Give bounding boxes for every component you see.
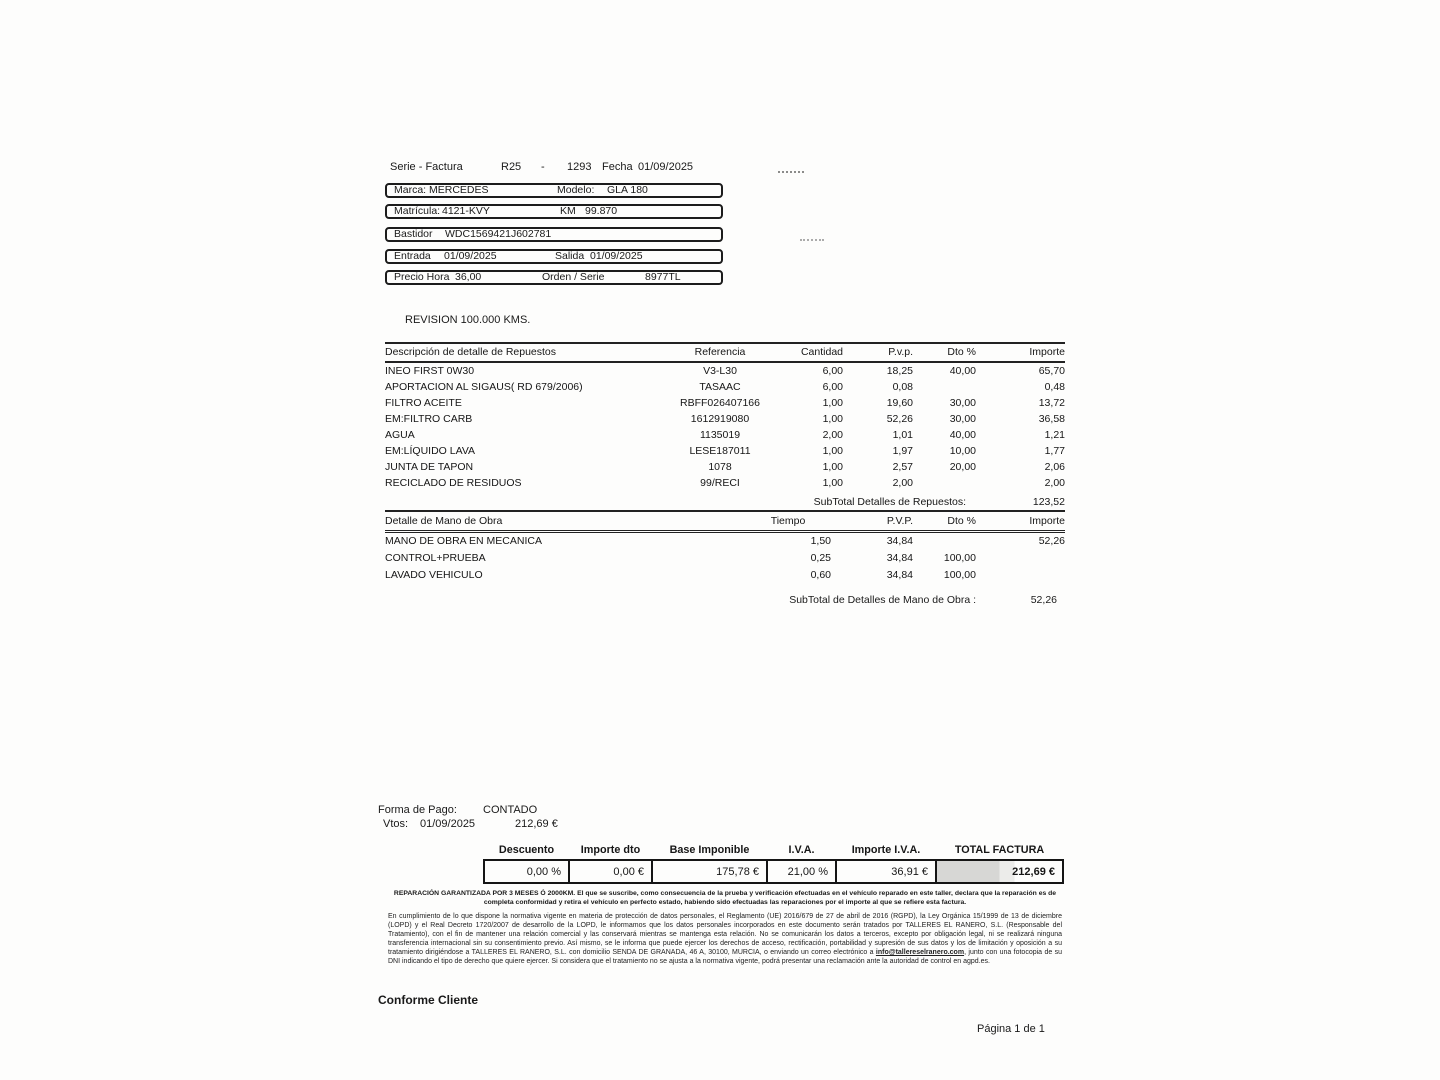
table-cell: 2,00 <box>892 477 913 489</box>
fecha-value: 01/09/2025 <box>638 161 694 173</box>
column-header: Importe dto <box>580 844 641 856</box>
table-cell: 1,00 <box>822 397 843 409</box>
salida-label: Salida <box>555 250 585 262</box>
matricula-value: 4121-KVY <box>442 205 490 217</box>
parts-subtotal-row <box>385 491 1065 510</box>
column-header: Descuento <box>498 844 555 856</box>
column-header: Importe I.V.A. <box>851 844 921 856</box>
vehicle-box-matricula-km <box>385 204 723 219</box>
table-cell <box>976 550 1065 567</box>
parts-table <box>385 342 1065 510</box>
orden-serie-value: 8977TL <box>645 271 681 283</box>
serie-separator: - <box>541 161 545 173</box>
forma-pago-label: Forma de Pago: <box>378 804 457 816</box>
table-cell: 40,00 <box>949 365 976 377</box>
table-cell: AGUA <box>385 429 415 441</box>
table-row <box>385 411 1065 427</box>
table-cell: 20,00 <box>949 461 976 473</box>
gdpr-text-post: , junto con una fotocopia de su DNI indicando el tipo de derecho que quiere ejercer. Si considera que el tratamiento no se ajusta a la normativa vigente, podrá presentar una reclamación ante la autoridad de control en agpd.es. <box>388 949 1062 965</box>
fecha-label: Fecha <box>602 161 633 173</box>
labor-table <box>385 510 1065 584</box>
precio-hora-value: 36,00 <box>455 271 482 283</box>
table-cell: 34,84 <box>886 535 913 547</box>
vtos-importe: 212,69 € <box>515 818 558 830</box>
column-header: Descripción de detalle de Repuestos <box>385 343 665 362</box>
table-cell: 99/RECI <box>700 477 740 489</box>
vtos-fecha: 01/09/2025 <box>420 818 476 830</box>
table-cell: 1,00 <box>822 445 843 457</box>
importe-iva-value: 36,91 € <box>836 860 936 883</box>
table-row <box>385 475 1065 491</box>
marca-value: MERCEDES <box>429 184 489 196</box>
table-row <box>385 427 1065 443</box>
table-cell: EM:FILTRO CARB <box>385 413 473 425</box>
serie-value: R25 <box>501 161 522 173</box>
table-cell: 1,21 <box>1044 429 1065 441</box>
table-cell: 13,72 <box>1038 397 1065 409</box>
contact-email: info@tallereselranero.com <box>875 949 965 956</box>
parts-subtotal-value: 123,52 <box>1032 496 1065 508</box>
table-cell: EM:LÍQUIDO LAVA <box>385 445 476 457</box>
table-cell: 1078 <box>708 461 732 473</box>
column-header: Dto % <box>913 343 976 362</box>
iva-percent-value: 21,00 % <box>767 860 836 883</box>
table-row <box>385 567 1065 584</box>
labor-subtotal-label: SubTotal de Detalles de Mano de Obra : <box>789 594 976 606</box>
table-cell: 52,26 <box>1038 535 1065 547</box>
table-cell: 0,48 <box>1044 381 1065 393</box>
table-cell: 0,25 <box>810 552 831 564</box>
km-value: 99.870 <box>585 205 618 217</box>
table-cell: 1,01 <box>892 429 913 441</box>
table-cell: 6,00 <box>822 365 843 377</box>
modelo-value: GLA 180 <box>607 184 648 196</box>
serie-factura-label: Serie - Factura <box>390 161 463 173</box>
table-cell: V3-L30 <box>703 365 737 377</box>
table-cell: 1,50 <box>810 535 831 547</box>
marca-label: Marca: <box>394 184 427 196</box>
table-row <box>385 532 1065 551</box>
column-header: Dto % <box>913 511 976 532</box>
total-factura-value: 212,69 € <box>936 860 1063 883</box>
table-cell: 52,26 <box>886 413 913 425</box>
vtos-label: Vtos: <box>383 818 409 830</box>
table-cell: 0,60 <box>810 569 831 581</box>
salida-value: 01/09/2025 <box>590 250 643 262</box>
labor-subtotal-row <box>385 594 1065 606</box>
table-cell: 1135019 <box>699 429 741 441</box>
column-header: Tiempo <box>745 511 831 532</box>
table-cell: 2,57 <box>892 461 913 473</box>
forma-pago-value: CONTADO <box>483 804 538 816</box>
table-cell: 1,00 <box>822 477 843 489</box>
labor-header-row <box>385 511 1065 532</box>
gdpr-text-pre: En cumplimiento de lo que dispone la normativa vigente en materia de protección de datos personales, el Reglamento (UE) 2016/679 de 27 de abril de 2016 (RGPD), la Ley Orgánica 15/1999 de 13 de diciembre (LOPD) y el Real Decreto 1720/2007 de desarrollo de la LOPD, le informamos que los datos personales incorporados en este documento serán tratados por TALLERES EL RANERO, S.L. (Responsable del Tratamiento), con el fin de mantener una relación comercial y las conservará mientras se mantenga esta relación. No se comunicarán los datos a terceros, excepto por obligación legal, ni se realizará ninguna transferencia internacional sin su consentimiento previo. Así mismo, se le informa que puede ejercer los derechos de acceso, rectificación, portabilidad y supresión de sus datos y los de limitación y oposición a su tratamiento dirigiéndose a TALLERES EL RANERO, S.L. con domicilio SENDA DE GRANADA, 46 A, 30100, MURCIA, o enviando un correo electrónico a <box>388 913 1062 956</box>
table-cell: 6,00 <box>822 381 843 393</box>
column-header: Referencia <box>665 343 775 362</box>
table-cell: JUNTA DE TAPON <box>385 461 474 473</box>
revision-note: REVISION 100.000 KMS. <box>405 314 531 326</box>
warranty-text: REPARACIÓN GARANTIZADA POR 3 MESES Ó 2000KM. El que se suscribe, como consecuencia de la prueba y verificación efectuadas en el vehículo reparado en este taller, declara que la reparación es de completa conformidad y retira el vehículo en perfecto estado, habiendo sido efectuadas las reparaciones por el importe al que se refiere esta factura. <box>393 890 1057 906</box>
table-cell <box>976 567 1065 584</box>
table-cell: 1,00 <box>822 461 843 473</box>
table-cell: 2,00 <box>1044 477 1065 489</box>
table-cell: 2,06 <box>1044 461 1065 473</box>
table-cell: 30,00 <box>949 397 976 409</box>
table-cell: 100,00 <box>943 569 976 581</box>
column-header: TOTAL FACTURA <box>954 844 1045 856</box>
column-header: Importe <box>976 511 1065 532</box>
table-cell: 30,00 <box>949 413 976 425</box>
matricula-label: Matrícula: <box>394 205 441 217</box>
column-header: I.V.A. <box>788 844 815 856</box>
table-row <box>385 362 1065 379</box>
table-cell <box>913 475 976 491</box>
entrada-value: 01/09/2025 <box>444 250 497 262</box>
column-header: P.v.p. <box>843 343 913 362</box>
table-cell: 2,00 <box>822 429 843 441</box>
labor-subtotal-value: 52,26 <box>1030 594 1057 606</box>
parts-header-row <box>385 343 1065 362</box>
base-imponible-value: 175,78 € <box>652 860 767 883</box>
table-row <box>385 550 1065 567</box>
parts-subtotal-label: SubTotal Detalles de Repuestos: <box>813 496 966 508</box>
descuento-value: 0,00 % <box>484 860 569 883</box>
gdpr-text <box>388 912 1062 966</box>
table-cell: 34,84 <box>886 552 913 564</box>
column-header: Importe <box>976 343 1065 362</box>
entrada-label: Entrada <box>394 250 431 262</box>
modelo-label: Modelo: <box>557 184 595 196</box>
table-cell: 19,60 <box>886 397 913 409</box>
table-cell: CONTROL+PRUEBA <box>385 552 486 564</box>
table-cell: 1,77 <box>1044 445 1065 457</box>
table-cell: TASAAC <box>699 381 741 393</box>
table-row <box>385 379 1065 395</box>
conforme-cliente-label: Conforme Cliente <box>378 993 479 1007</box>
table-cell: 1,97 <box>892 445 913 457</box>
table-cell: RECICLADO DE RESIDUOS <box>385 477 522 489</box>
bastidor-value: WDC1569421J602781 <box>445 228 552 240</box>
table-cell: APORTACION AL SIGAUS( RD 679/2006) <box>385 381 583 393</box>
scan-artifact <box>778 171 804 173</box>
column-header: P.V.P. <box>831 511 913 532</box>
page-number: Página 1 de 1 <box>977 1023 1045 1035</box>
labor-section-title: Detalle de Mano de Obra <box>385 511 745 532</box>
vehicle-box-entrada-salida <box>385 249 723 264</box>
table-cell: 40,00 <box>949 429 976 441</box>
totals-header-row <box>484 842 1063 860</box>
column-header: Cantidad <box>775 343 843 362</box>
table-cell: MANO DE OBRA EN MECANICA <box>385 535 542 547</box>
vehicle-box-bastidor <box>385 227 723 242</box>
table-row <box>385 443 1065 459</box>
table-row <box>385 395 1065 411</box>
table-cell: LESE187011 <box>689 445 751 457</box>
table-cell: 100,00 <box>943 552 976 564</box>
table-cell: 18,25 <box>886 365 913 377</box>
table-cell: 36,58 <box>1038 413 1065 425</box>
table-cell <box>913 379 976 395</box>
importe-dto-value: 0,00 € <box>569 860 652 883</box>
table-cell: 34,84 <box>886 569 913 581</box>
table-cell: 1,00 <box>822 413 843 425</box>
vehicle-box-precio-orden <box>385 270 723 285</box>
table-cell <box>913 532 976 551</box>
table-cell: 1612919080 <box>690 413 750 425</box>
table-cell: 0,08 <box>892 381 913 393</box>
vehicle-box-marca-modelo <box>385 183 723 198</box>
scan-artifact <box>800 239 824 241</box>
precio-hora-label: Precio Hora <box>394 271 450 283</box>
totals-table <box>483 842 1064 884</box>
totals-values-row <box>484 860 1063 883</box>
table-cell: FILTRO ACEITE <box>385 397 462 409</box>
km-label: KM <box>560 205 576 217</box>
orden-serie-label: Orden / Serie <box>542 271 605 283</box>
table-row <box>385 459 1065 475</box>
column-header: Base Imponible <box>669 844 750 856</box>
table-cell: RBFF026407166 <box>680 397 760 409</box>
table-cell: LAVADO VEHICULO <box>385 569 483 581</box>
table-cell: INEO FIRST 0W30 <box>385 365 475 377</box>
table-cell: 65,70 <box>1038 365 1065 377</box>
table-cell: 10,00 <box>949 445 976 457</box>
bastidor-label: Bastidor <box>394 228 433 240</box>
factura-number: 1293 <box>567 161 592 173</box>
